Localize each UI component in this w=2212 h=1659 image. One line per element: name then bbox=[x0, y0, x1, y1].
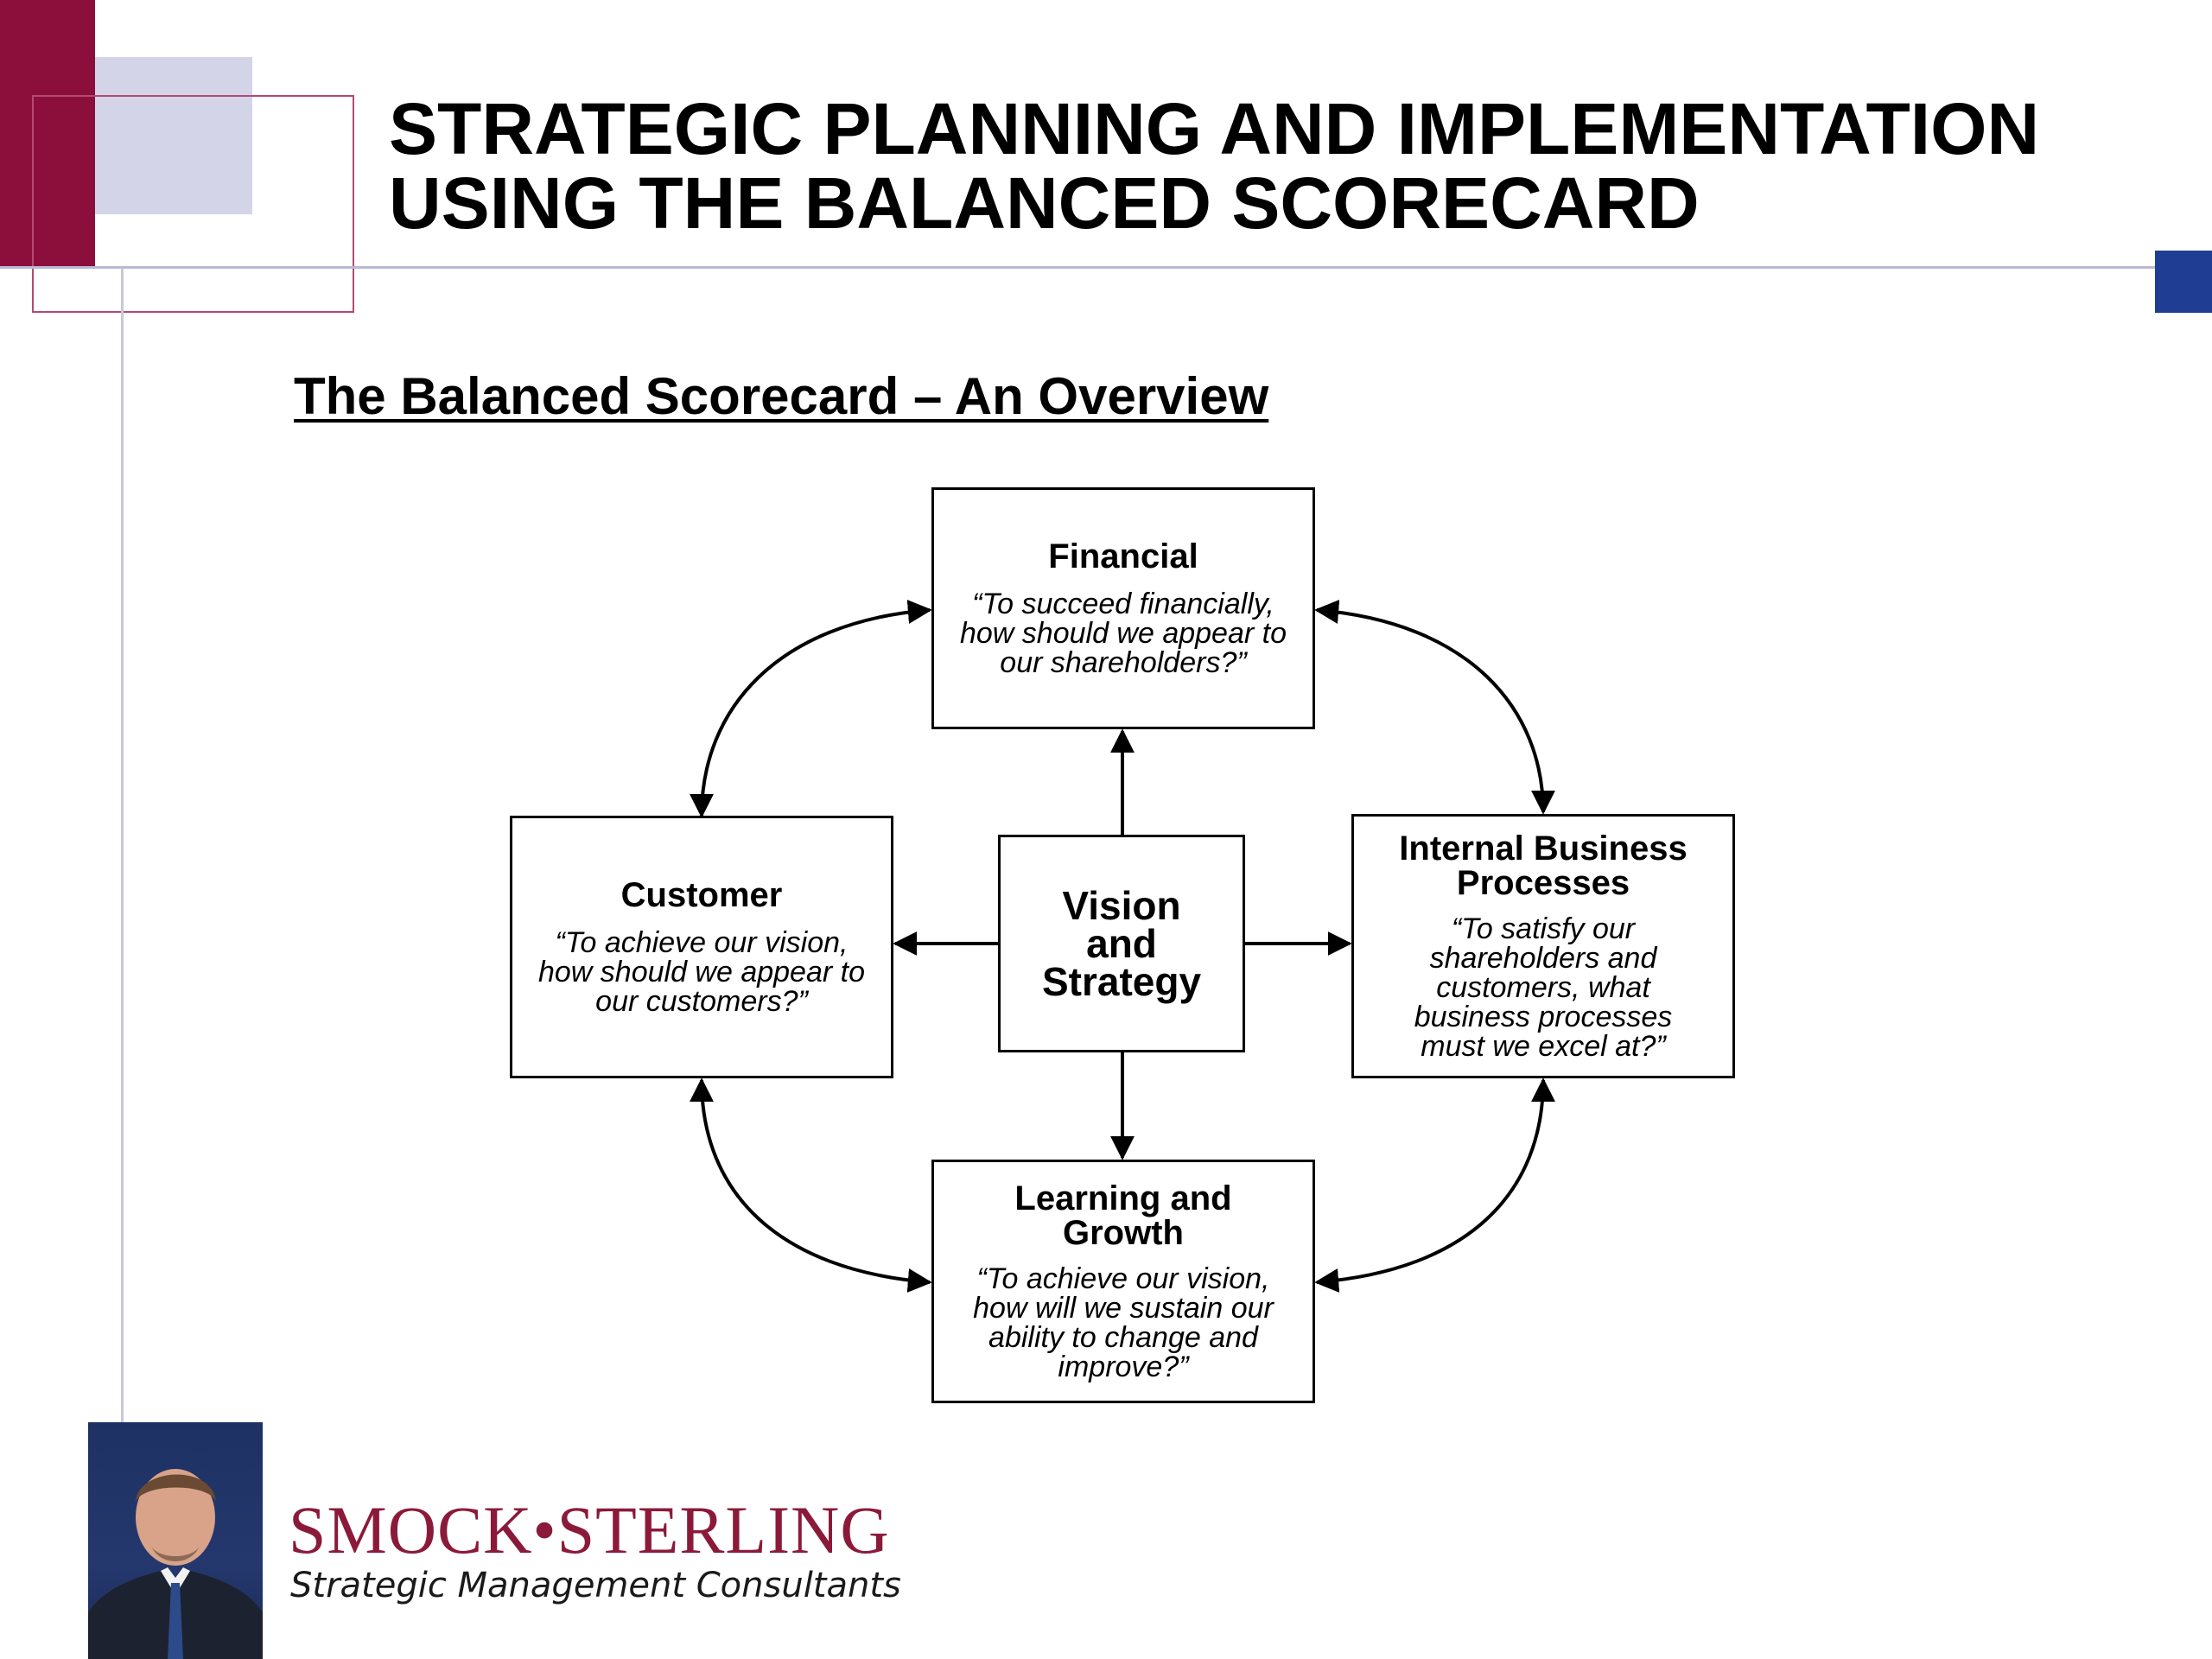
slide-title-line-2: USING THE BALANCED SCORECARD bbox=[389, 162, 1700, 244]
arc-customer-financial bbox=[702, 610, 930, 816]
financial-title: Financial bbox=[1048, 537, 1198, 575]
learning-growth-box bbox=[931, 1160, 1315, 1403]
internal-business-processes-title: Internal Business Processes bbox=[1399, 830, 1688, 902]
learning-growth-quote: “To achieve our vision, how will we sustain our ability to change and improve?” bbox=[973, 1262, 1274, 1383]
vision-strategy-box bbox=[998, 835, 1245, 1052]
company-tagline: Strategic Management Consultants bbox=[290, 1566, 901, 1605]
internal-business-processes-quote: “To satisfy our shareholders and customers, what business processes must we excel at?” bbox=[1414, 912, 1673, 1063]
financial-quote: “To succeed financially, how should we appear to our shareholders?” bbox=[959, 588, 1287, 679]
vision-strategy-title: Vision and Strategy bbox=[1041, 883, 1202, 1004]
customer-quote: “To achieve our vision, how should we appear to our customers?” bbox=[537, 926, 866, 1018]
section-heading: The Balanced Scorecard – An Overview bbox=[294, 367, 1269, 425]
person-portrait-icon bbox=[88, 1422, 263, 1659]
customer-box bbox=[510, 816, 893, 1078]
financial-box bbox=[931, 487, 1315, 729]
company-logo-text: SMOCK•STERLING bbox=[289, 1492, 890, 1567]
customer-title: Customer bbox=[620, 876, 783, 914]
arc-learning-customer bbox=[702, 1080, 930, 1282]
arc-internal-learning bbox=[1317, 1080, 1543, 1282]
arc-financial-internal bbox=[1317, 610, 1543, 812]
slide-title-line-1: STRATEGIC PLANNING AND IMPLEMENTATION bbox=[389, 88, 2040, 169]
consultant-portrait bbox=[88, 1422, 263, 1659]
internal-business-processes-box bbox=[1351, 814, 1735, 1078]
learning-growth-title: Learning and Growth bbox=[1014, 1179, 1232, 1252]
